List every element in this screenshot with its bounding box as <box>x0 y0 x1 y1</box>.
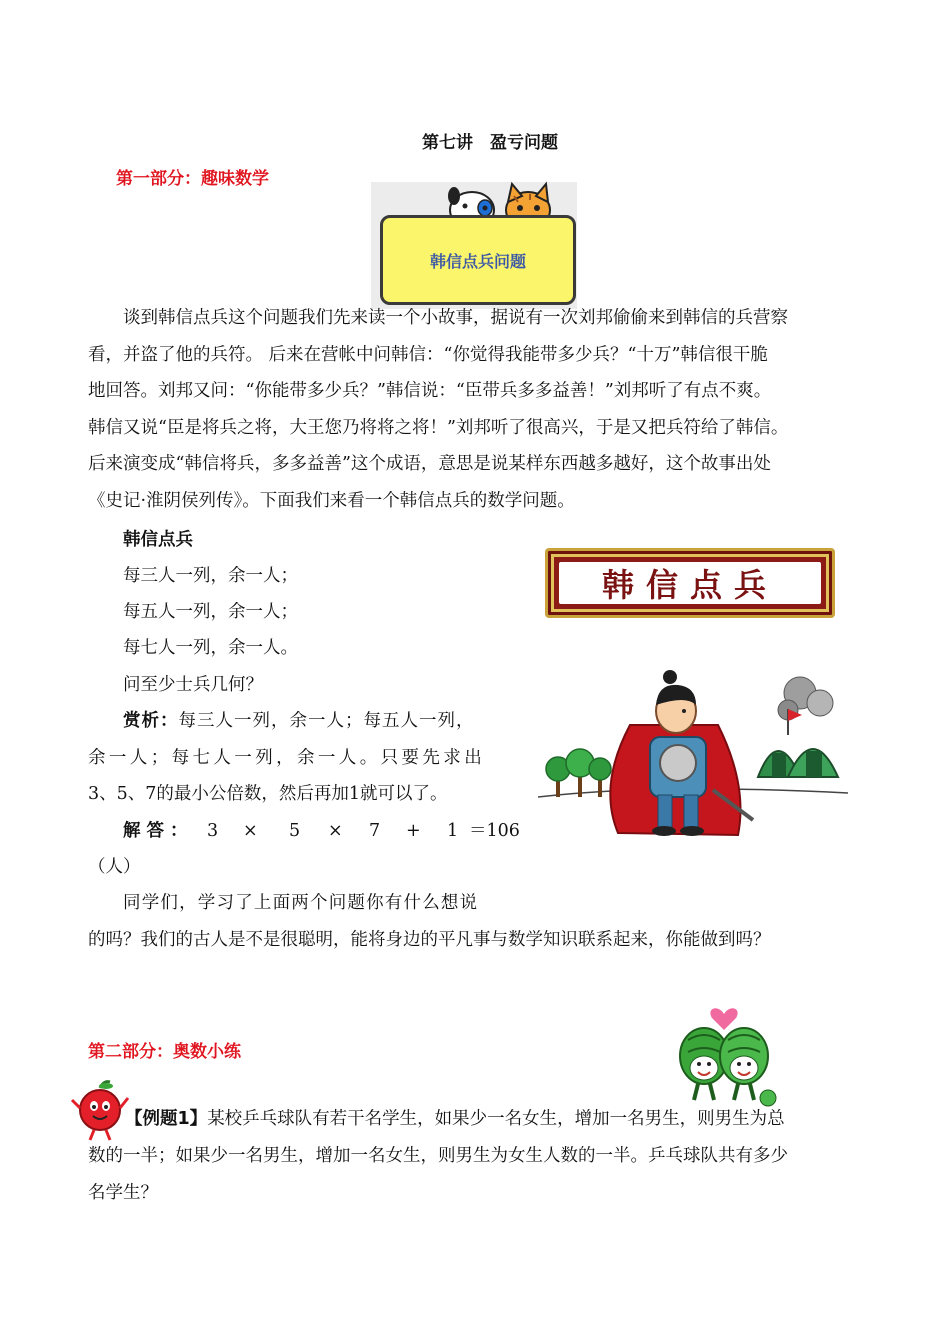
problem-title: 韩信点兵 <box>123 530 193 550</box>
example-label: 【例题1】 <box>125 1109 208 1129</box>
problem-question: 问至少士兵几何？ <box>123 675 263 695</box>
banner-card <box>380 215 576 305</box>
story-line: 谈到韩信点兵这个问题我们先来读一个小故事，据说有一次刘邦偷偷来到韩信的兵营察 <box>123 308 788 328</box>
closing-line-2: 的吗？我们的古人是不是很聪明，能将身边的平凡事与数学知识联系起来，你能做到吗？ <box>88 930 771 950</box>
analysis-line-1 <box>123 703 475 739</box>
example-text: 某校乒乓球队有若干名学生，如果少一名女生，增加一名男生，则男生为总 <box>207 1109 785 1129</box>
problem-line: 每五人一列，余一人； <box>123 602 298 622</box>
analysis-label: 赏析： <box>123 711 179 731</box>
problem-line: 每三人一列，余一人； <box>123 566 298 586</box>
closing-line-1: 同学们，学习了上面两个问题你有什么想说 <box>123 893 479 913</box>
answer-token: 3 <box>207 821 219 841</box>
answer-token: 7 <box>369 821 381 841</box>
plaque-text: 韩信点兵 <box>559 562 821 604</box>
story-line: 韩信又说“臣是将兵之将，大王您乃将将之将！”刘邦听了很高兴，于是又把兵符给了韩信。 <box>88 417 789 438</box>
example-line-2: 数的一半；如果少一名男生，增加一名女生，则男生为女生人数的一半。乒乓球队共有多少 <box>88 1146 788 1166</box>
page-title: 第七讲 盈亏问题 <box>422 133 558 153</box>
answer-token: ＝106 <box>469 821 520 841</box>
banner-card-label: 韩信点兵问题 <box>429 251 526 271</box>
analysis-text: 每三人一列，余一人；每五人一列， <box>178 711 475 731</box>
han-xin-plaque <box>545 548 835 618</box>
story-line: 后来演变成“韩信将兵，多多益善”这个成语，意思是说某样东西越多越好，这个故事出处 <box>88 454 771 474</box>
story-line: 地回答。刘邦又问：“你能带多少兵？”韩信说：“臣带兵多多益善！”刘邦听了有点不爽。 <box>88 381 772 401</box>
answer-token: + <box>406 821 421 841</box>
han-xin-illustration <box>538 665 850 847</box>
answer-label: 解答： <box>123 821 194 841</box>
example-line-1 <box>125 1101 785 1137</box>
answer-token: 5 <box>289 821 301 841</box>
answer-token: × <box>243 821 258 841</box>
answer-unit: （人） <box>88 857 141 877</box>
problem-line: 每七人一列，余一人。 <box>123 638 298 658</box>
answer-token: × <box>328 821 343 841</box>
story-line: 看，并盗了他的兵符。 后来在营帐中问韩信：“你觉得我能带多少兵？“十万”韩信很干脆 <box>88 344 768 365</box>
tree-icon <box>546 749 611 797</box>
section-1-heading: 第一部分：趣味数学 <box>116 169 269 189</box>
section-2-heading: 第二部分：奥数小练 <box>88 1042 241 1062</box>
analysis-line-3: 3、5、7的最小公倍数，然后再加1就可以了。 <box>88 784 448 804</box>
story-paragraph <box>88 300 878 519</box>
example-line-3: 名学生？ <box>88 1183 158 1203</box>
analysis-line-2: 余一人；每七人一列，余一人。只要先求出 <box>88 748 486 768</box>
answer-token: 1 <box>447 821 459 841</box>
watermelon-kids-icon <box>668 1000 780 1112</box>
apple-mascot-icon <box>68 1078 132 1142</box>
story-line: 《史记·淮阴侯列传》。下面我们来看一个韩信点兵的数学问题。 <box>88 490 575 511</box>
